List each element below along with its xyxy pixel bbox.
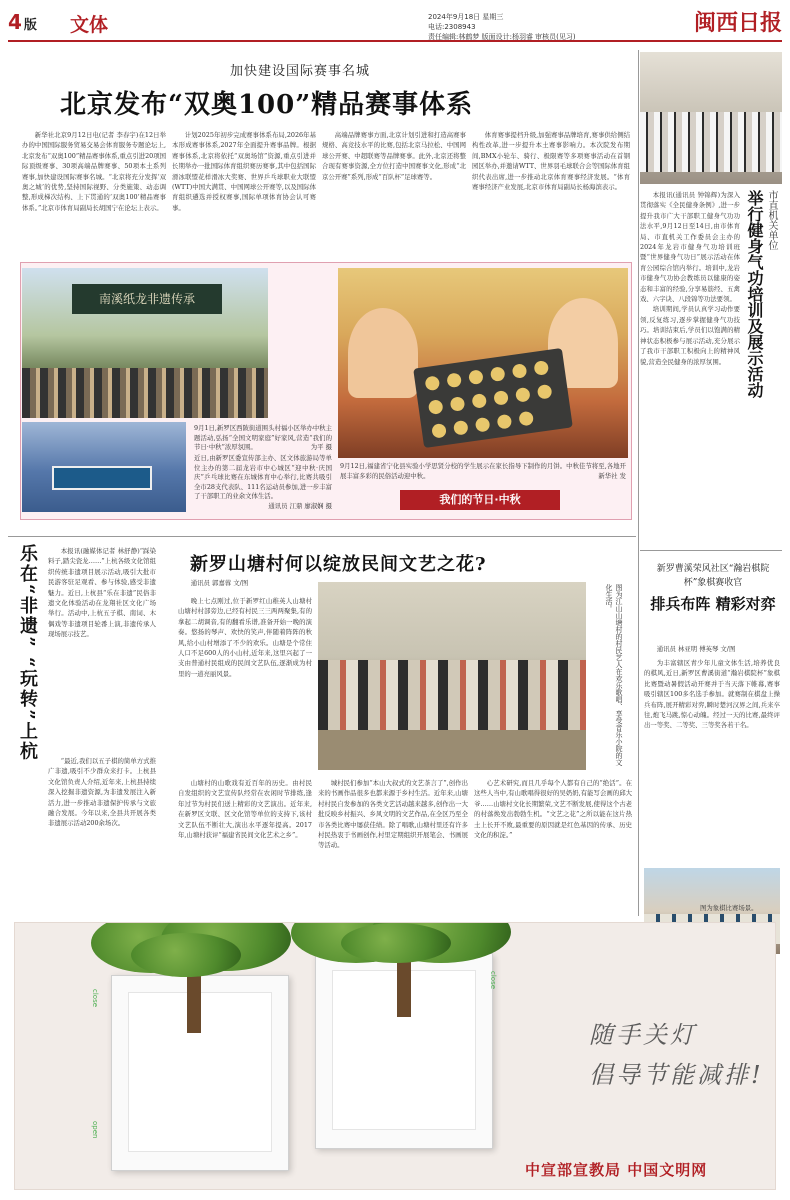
- article2-column: 本报讯(融媒体记者 林舒静)“踩染料子,踏尖瓷龙……”上杭各级文化馆组织传统非遗项目展示活动,吸引大批市民游客驻足观看、参与体验,感受非遗魅力。近日,上杭县“乐在非遗”民俗非遗文化体验活动在龙翔社区文化广场举行。活动中,上杭五子棋、南词、木偶戏等非遗项目轮番上演,非遗传承人现场展示技艺。: [48, 547, 156, 639]
- article3-title: 新罗山塘村何以绽放民间文艺之花?: [190, 554, 487, 575]
- sidebar2-text: 为丰富辖区青少年儿童文体生活,培养优良的棋风,近日,新罗区曹溪街道“瀚岩棋院杯”象棋比赛暨动暑假活动开赛并于当天落下帷幕,赛事吸引辖区100多名选手参加。就赛制在棋盘上操兵布阵,展开精彩对弈,瞬时楚河汉界之间,兵来卒往,炮飞马跳,惊心动魄。经过一天的比赛,最终评出一等奖、二等奖、三等奖各若干名。: [644, 659, 780, 730]
- sidebar2-byline: 通讯员 林亚明 傅英琴 文/图: [656, 645, 736, 653]
- section-name: 文体: [70, 14, 109, 36]
- sidebar1-text: 本报讯(通讯员 钟锦辉)为深入贯彻落实《全民健身条例》,进一步提升我市广大干部职工健身气功功法水平,9月12日至14日,由市体育局、市直机关工作委员会主办的2024年龙岩市健身气功培训班暨“世界健身气功日”展示活动在体育公园综合馆内举行。培训中,龙岩市健身气功协会教练员以健康的姿态和丰富的经验,分享易筋经、五禽戏、六字诀、八段锦等功法要领。 培训期间,学员认真学习动作要领,反复练习,逐步掌握健身气功技巧。培训结束后,学员们以饱满的精神状态积极参与展示活动,充分展示了我市干部职工积极向上的精神风貌,营造全民健身的浓厚氛围。: [640, 191, 740, 366]
- divider: [8, 536, 636, 537]
- page-number: 4 版: [8, 10, 37, 34]
- article1-column: 计划2025年初步完成赛事体系布局,2026年基本形成赛事体系,2027年全面提升赛事品牌。根据赛事体系,北京将依托“双奥场馆”资源,重点引进并长期举办一批国际体育组织赛历赛事,其中包括国际滑冰联盟花样滑冰大奖赛、世界乒乓球职业大联盟(WTT)中国大满贯、中国网球公开赛等,以及国际体育组织遴选并授权赛事,国际单项体育协会认可赛事。: [172, 131, 316, 212]
- photo-caption: 近日,由新罗区委宣传部主办、区文体旅游局等单位主办的第二届龙岩市中心城区“迎中秋·庆国庆”乒乓球比赛在东城体育中心举行,比赛共吸引全市28支代表队、111名运动员参加,进一步丰富了干部职工的业余文体生活。 通讯员 江鼎 廖淑娴 摄: [194, 454, 332, 510]
- divider: [638, 50, 639, 916]
- article1-column: 高端品牌赛事方面,北京计划引进和打造高赛事规格、高竞技水平的比赛,包括北京马拉松、中国网球公开赛、中超联赛等品牌赛事。此外,北京还将整合现有赛事资源,全方位打造中国赛事文化,形成“北京公开赛”系列,形成“百队杯”足球赛等。: [322, 131, 466, 181]
- sidebar1-subtitle: 市直机关单位: [766, 190, 777, 250]
- festival-banner: 我们的节日·中秋: [400, 490, 560, 510]
- page-header: [8, 6, 782, 42]
- photo-participants: [640, 112, 782, 172]
- article3-column: 心艺术研究,而且几乎每个人都有自己的“绝活”。在这些人当中,有山歌唱得很好的吴奶奶,有能写会画的邱大爷……山塘村文化长期繁荣,文艺不断发展,使得这个古老的村落焕发出勃勃生机。“文艺之花”之所以能在这片热土上长开不败,最重要的原因就是红色基因的传承、历史文化的积淀。”: [474, 779, 632, 840]
- photo-caption: 9月1日,新罗区西陂街道围头村福小区举办中秋主题活动,弘扬“全国文明家庭”好家风,营造“我们的节日·中秋”浓厚氛围。 为平 摄: [194, 424, 332, 452]
- close-label: close: [489, 971, 497, 990]
- article1-headline: 北京发布“双奥100”精品赛事体系: [60, 90, 474, 120]
- photo-qigong: [640, 52, 782, 184]
- sidebar2-title: 排兵布阵 精彩对弈: [650, 595, 776, 613]
- photo-musicians: [318, 660, 586, 730]
- article3-column: 城村民们参加“本山大叔式的文艺茶言了”,创作出来的书画作品很多也都来源于乡村生活。近年来,山塘村村民自发参加的各类文艺活动越来越多,创作出一大批反映乡村振兴、乡风文明的文艺作品,在全区乃至全市各类比赛中屡获佳绩。除了唱歌,山塘村里还有许多村民热衷于书画创作,村里定期组织开展笔会、书画展等活动。: [318, 779, 468, 850]
- photo-table-tennis: [22, 422, 186, 512]
- article2-title: 乐在“非遗” “玩转”上杭: [17, 544, 38, 762]
- article2-column: “最近,我们以五子棋的简单方式推广非遗,吸引不少群众来打卡。上杭县文化馆负责人介绍,近年来,上杭县持续深入挖掘非遗资源,为非遗发展注入新活力,进一步推动非遗保护传承与文旅融合发展。今年以来,全县共开展各类非遗展示活动200余场次。: [48, 757, 156, 828]
- photo-community-event: [22, 268, 268, 418]
- photo-caption: 9月12日,福建省宁化县实验小学思贤分校的学生展示在家长指导下制作的月饼。中秋佳节将至,各地开展丰富多彩的民俗活动迎中秋。 新华社 发: [340, 462, 626, 480]
- photo-sign: 南溪纸龙非遗传承: [72, 284, 222, 314]
- article1-column: 新华社北京9月12日电(记者 李春宇)在12日举办的中国国际服务贸易交易会体育服务专题论坛上,北京发布“双奥100”精品赛事体系,重点引进20项国际顶级赛事、30项高端品牌赛事、50项本土系列赛事,加快建设国际赛事名城。“北京将充分发挥‘双奥之城’的优势,坚持国际视野、分类施策、动态调整,形成梯次结构、上下贯通的‘双奥100’精品赛事体系。”北京市体育局副局长胡国宁在论坛上表示。: [22, 131, 166, 212]
- sidebar2-kicker: 新罗曹溪荣风社区“瀚岩棋院杯”象棋赛收官: [656, 564, 770, 588]
- photo-caption: 图为江山山塘村的村民艺人在欢乐歌唱、享受音乐小院的文化生活。: [605, 584, 623, 766]
- phone: 电话:2308943: [428, 23, 476, 31]
- photo-folk-music: [318, 582, 586, 770]
- article3-byline: 通讯员 郭嘉蓉 文/图: [190, 579, 249, 587]
- ping-pong-table: [52, 466, 152, 490]
- divider: [640, 550, 782, 551]
- photo-crowd: [22, 368, 268, 418]
- ad-slogan: 倡导节能减排!: [589, 1061, 764, 1089]
- ad-credit: 中宣部宣教局 中国文明网: [525, 1161, 708, 1179]
- article3-column: 晚上七点刚过,位于新罗红山稚英人山塘村山塘村村部旁边,已经有村民三三两两聚集,有的拿起二胡调音,有的翻看乐谱,准备开始一晚的演奏。悠扬的琴声、欢快的笑声,伴随着阵阵的秋风,给小山村增添了不少的欢乐。山塘是个常住人口不足600人的小山村,近年来,这里兴起了一支由普通村民组成的民间文艺队伍,逐渐成为村里的一道亮丽风景。: [178, 597, 312, 678]
- mooncake-tray: [413, 348, 573, 448]
- photo-child: [348, 308, 418, 398]
- newspaper-logo: 闽西日报: [693, 10, 782, 36]
- public-service-ad: [14, 922, 776, 1190]
- editors-line: 责任编辑:林鹤梦 版面设计:杨羽睿 审核员(见习): [428, 33, 576, 41]
- article1-column: 体育赛事提档升级,加强赛事品牌培育,赛事供给侧结构性改革,进一步提升本土赛事影响力。本次院发布期间,BMX小轮车、骑行、极限赛等多项赛事活动在首钢园区举办,并邀请WTT、世界羽毛球联合会等国际体育组织代表出席,进一步推动北京体育赛事经济发展。“体育赛事经济产业发展,北京市体育局副局长杨海滨表示。: [472, 131, 630, 192]
- article1-kicker: 加快建设国际赛事名城: [230, 64, 371, 79]
- issue-date: 2024年9月18日 星期三: [428, 13, 504, 21]
- close-label: close: [91, 989, 99, 1008]
- ad-slogan: 随手关灯: [589, 1021, 697, 1049]
- photo-mooncakes: [338, 268, 628, 458]
- header-meta: [428, 12, 678, 42]
- article3-column: 山塘村的山歌戏有近百年的历史。由村民自发组织的文艺宣传队经常在农闲时节排练,逢年过节为村民们送上精彩的文艺演出。近年来,在新罗区文联、区文化馆等单位的支持下,该村文艺队伍不断壮大,演出水平逐年提高。2017年,山塘村获评“福建省民间文化艺术之乡”。: [178, 779, 312, 840]
- open-label: open: [91, 1121, 99, 1139]
- photo-floor: [318, 730, 586, 770]
- photo-caption: 图为象棋比赛场景。: [700, 904, 758, 912]
- sidebar1-title: 举行健身气功培训及展示活动: [745, 190, 764, 398]
